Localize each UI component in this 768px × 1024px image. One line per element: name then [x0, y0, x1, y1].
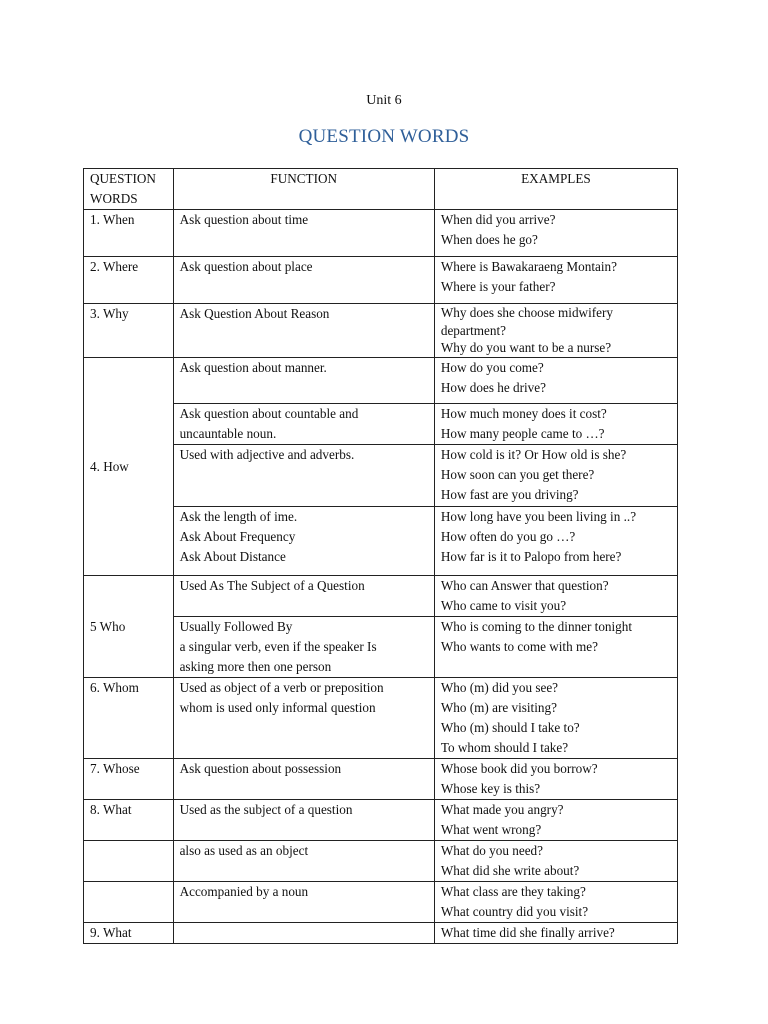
- function-line: a singular verb, even if the speaker Is: [179, 639, 377, 654]
- function-line: Accompanied by a noun: [179, 884, 309, 899]
- question-word-cell: 6. Whom: [84, 678, 174, 759]
- table-row: [84, 841, 678, 882]
- example-line: How cold is it? Or How old is she?: [440, 447, 627, 462]
- function-line: Usually Followed By: [179, 619, 293, 634]
- table-row: [84, 617, 678, 678]
- table-row: [84, 882, 678, 923]
- question-word-cell: 5 Who: [84, 576, 174, 678]
- examples-cell: [434, 800, 677, 841]
- function-line: Ask question about time: [179, 212, 309, 227]
- examples-cell: [434, 759, 677, 800]
- function-line: Ask About Frequency: [179, 529, 296, 544]
- example-line: When does he go?: [440, 232, 538, 247]
- example-line: Who came to visit you?: [440, 598, 567, 613]
- function-line: Used as object of a verb or preposition: [179, 680, 384, 695]
- table-row: [84, 923, 678, 944]
- function-line: also as used as an object: [179, 843, 309, 858]
- function-line: Used with adjective and adverbs.: [179, 447, 355, 462]
- function-cell: [173, 304, 434, 358]
- example-line: How fast are you driving?: [440, 487, 579, 502]
- examples-cell: [434, 304, 677, 358]
- examples-cell: [434, 576, 677, 617]
- example-line: What class are they taking?: [440, 884, 586, 899]
- example-line: Who (m) are visiting?: [440, 700, 557, 715]
- examples-cell: [434, 923, 677, 944]
- table-row: [84, 210, 678, 257]
- function-line: uncauntable noun.: [179, 426, 277, 441]
- question-word-cell: 3. Why: [84, 304, 174, 358]
- examples-cell: [434, 882, 677, 923]
- example-line: How many people came to …?: [440, 426, 605, 441]
- function-cell: [173, 841, 434, 882]
- table-row: [84, 507, 678, 576]
- example-line: Whose key is this?: [440, 781, 541, 796]
- function-cell: [173, 800, 434, 841]
- question-word-cell: [84, 841, 174, 882]
- question-word-cell: 4. How: [84, 358, 174, 576]
- examples-cell: [434, 678, 677, 759]
- function-cell: [173, 882, 434, 923]
- example-line: How long have you been living in ..?: [440, 509, 637, 524]
- table-row: [84, 304, 678, 358]
- example-line: How far is it to Palopo from here?: [440, 549, 622, 564]
- example-line: How does he drive?: [440, 380, 546, 395]
- example-line: What do you need?: [440, 843, 544, 858]
- example-line: Why does she choose midwifery: [440, 305, 613, 320]
- question-words-table: [83, 168, 678, 944]
- function-line: Ask Question About Reason: [179, 306, 330, 321]
- examples-cell: [434, 404, 677, 445]
- examples-cell: [434, 507, 677, 576]
- example-line: When did you arrive?: [440, 212, 556, 227]
- question-word-cell: 7. Whose: [84, 759, 174, 800]
- function-line: Used as the subject of a question: [179, 802, 353, 817]
- example-line: Where is your father?: [440, 279, 556, 294]
- function-cell: [173, 923, 434, 944]
- function-cell: [173, 210, 434, 257]
- function-cell: [173, 445, 434, 507]
- function-line: Used As The Subject of a Question: [179, 578, 365, 593]
- function-cell: [173, 404, 434, 445]
- page-title: QUESTION WORDS: [298, 126, 470, 147]
- function-line: Ask question about possession: [179, 761, 342, 776]
- table-row: [84, 257, 678, 304]
- header-function: FUNCTION: [173, 169, 434, 210]
- example-line: How much money does it cost?: [440, 406, 607, 421]
- function-line: Ask question about countable and: [179, 406, 359, 421]
- examples-cell: [434, 257, 677, 304]
- examples-cell: [434, 210, 677, 257]
- function-cell: [173, 617, 434, 678]
- example-line: Why do you want to be a nurse?: [440, 340, 612, 355]
- example-line: To whom should I take?: [440, 740, 569, 755]
- question-word-cell: [84, 882, 174, 923]
- example-line: Whose book did you borrow?: [440, 761, 598, 776]
- header-question-words-line: WORDS: [90, 191, 138, 206]
- example-line: What time did she finally arrive?: [440, 925, 615, 940]
- example-line: What made you angry?: [440, 802, 564, 817]
- example-line: What did she write about?: [440, 863, 580, 878]
- table-row: [84, 358, 678, 404]
- function-line: asking more then one person: [179, 659, 332, 674]
- table-header-row: [84, 169, 678, 210]
- function-cell: [173, 507, 434, 576]
- unit-label: Unit 6: [366, 93, 402, 108]
- table-row: [84, 678, 678, 759]
- example-line: Who can Answer that question?: [440, 578, 609, 593]
- function-cell: [173, 257, 434, 304]
- question-word-cell: 1. When: [84, 210, 174, 257]
- function-line: whom is used only informal question: [179, 700, 376, 715]
- function-line: Ask About Distance: [179, 549, 286, 564]
- examples-cell: [434, 445, 677, 507]
- example-line: How soon can you get there?: [440, 467, 595, 482]
- function-cell: [173, 358, 434, 404]
- header-question-words: [84, 169, 174, 210]
- question-word-cell: 2. Where: [84, 257, 174, 304]
- example-line: Who wants to come with me?: [440, 639, 598, 654]
- table-row: [84, 800, 678, 841]
- examples-cell: [434, 617, 677, 678]
- function-line: Ask the length of ime.: [179, 509, 298, 524]
- function-line: Ask question about manner.: [179, 360, 327, 375]
- example-line: How do you come?: [440, 360, 544, 375]
- example-line: How often do you go …?: [440, 529, 576, 544]
- function-cell: [173, 678, 434, 759]
- function-cell: [173, 759, 434, 800]
- examples-cell: [434, 358, 677, 404]
- header-question-words-line: QUESTION: [90, 171, 156, 186]
- question-word-cell: 8. What: [84, 800, 174, 841]
- function-line: Ask question about place: [179, 259, 313, 274]
- example-line: Where is Bawakaraeng Montain?: [440, 259, 617, 274]
- table-row: [84, 576, 678, 617]
- example-line: Who (m) should I take to?: [440, 720, 580, 735]
- function-cell: [173, 576, 434, 617]
- example-line: What country did you visit?: [440, 904, 589, 919]
- example-line: What went wrong?: [440, 822, 542, 837]
- example-line: department?: [440, 322, 507, 338]
- table-row: [84, 404, 678, 445]
- example-line: Who (m) did you see?: [440, 680, 559, 695]
- header-examples: EXAMPLES: [434, 169, 677, 210]
- table-row: [84, 445, 678, 507]
- examples-cell: [434, 841, 677, 882]
- question-word-cell: 9. What: [84, 923, 174, 944]
- table-row: [84, 759, 678, 800]
- example-line: Who is coming to the dinner tonight: [440, 619, 633, 634]
